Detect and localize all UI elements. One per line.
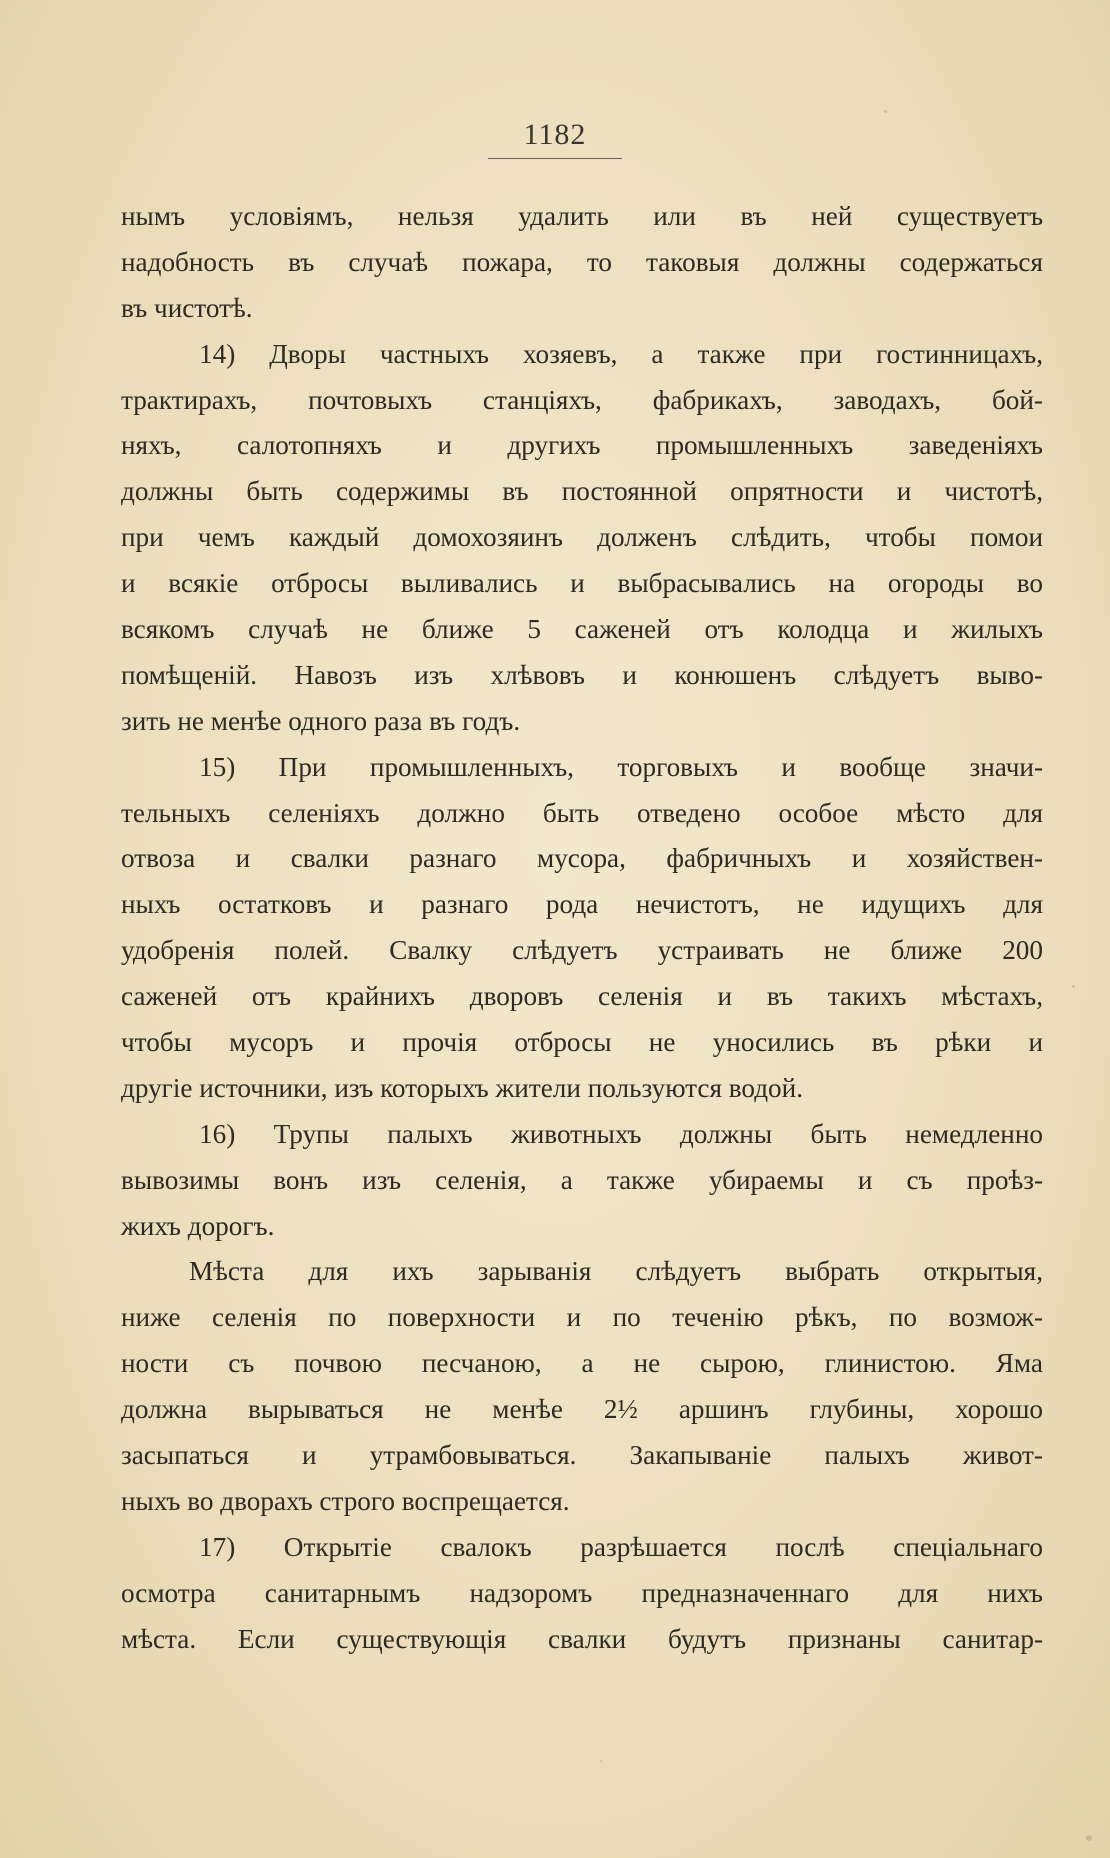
paragraph-17-start: 17) Открытіе свалокъ разрѣшается послѣ спеціальнаго (199, 1531, 1043, 1562)
text-line: должна вырываться не менѣе 2½ аршинъ глубины, хорошо (121, 1394, 1043, 1425)
text-line: трактирахъ, почтовыхъ станціяхъ, фабрикахъ, заводахъ, бой- (121, 384, 1043, 415)
paper-speck (600, 1760, 602, 1762)
text-line: ныхъ во дворахъ строго воспрещается. (121, 1485, 570, 1516)
text-line: и всякіе отбросы выливались и выбрасывались на огороды во (121, 568, 1043, 599)
text-line: отвоза и свалки разнаго мусора, фабричныхъ и хозяйствен- (121, 843, 1043, 874)
text-line: надобность въ случаѣ пожара, то таковыя должны содержаться (121, 246, 1043, 277)
paragraph-16b-start: Мѣста для ихъ зарыванія слѣдуетъ выбрать открытыя, (189, 1256, 1043, 1287)
text-line: саженей отъ крайнихъ дворовъ селенія и въ такихъ мѣстахъ, (121, 981, 1043, 1012)
text-line: мѣста. Если существующія свалки будутъ признаны санитар- (121, 1623, 1043, 1654)
page-number: 1182 (488, 118, 623, 159)
text-line: зить не менѣе одного раза въ годъ. (121, 705, 521, 736)
text-line: ныхъ остатковъ и разнаго рода нечистотъ, не идущихъ для (121, 889, 1043, 920)
paragraph-14-start: 14) Дворы частныхъ хозяевъ, а также при гостинницахъ, (199, 338, 1043, 369)
text-line: помѣщеній. Навозъ изъ хлѣвовъ и конюшенъ слѣдуетъ выво- (121, 659, 1043, 690)
page-header (0, 118, 1110, 159)
text-line: въ чистотѣ. (121, 292, 253, 323)
text-line: ности съ почвою песчаною, а не сырою, глинистою. Яма (121, 1348, 1043, 1379)
text-line: всякомъ случаѣ не ближе 5 саженей отъ колодца и жилыхъ (121, 614, 1043, 645)
paragraph-16-start: 16) Трупы палыхъ животныхъ должны быть немедленно (199, 1118, 1043, 1149)
paper-speck (884, 110, 887, 113)
paragraph-15-start: 15) При промышленныхъ, торговыхъ и вообще значи- (199, 751, 1043, 782)
body-text (121, 194, 1043, 1663)
text-line: тельныхъ селеніяхъ должно быть отведено особое мѣсто для (121, 797, 1043, 828)
text-line: при чемъ каждый домохозяинъ долженъ слѣдить, чтобы помои (121, 522, 1043, 553)
text-line: вывозимы вонъ изъ селенія, а также убираемы и съ проѣз- (121, 1164, 1043, 1195)
text-line: ниже селенія по поверхности и по теченію рѣкъ, по возмож- (121, 1302, 1043, 1333)
text-line: нымъ условіямъ, нельзя удалить или въ ней существуетъ (121, 201, 1043, 231)
paper-speck (1086, 1835, 1092, 1841)
text-line: жихъ дорогъ. (121, 1210, 275, 1241)
text-line: удобренія полей. Свалку слѣдуетъ устраивать не ближе 200 (121, 935, 1043, 966)
text-line: осмотра санитарнымъ надзоромъ предназначеннаго для нихъ (121, 1577, 1043, 1608)
text-line: чтобы мусоръ и прочія отбросы не уносились въ рѣки и (121, 1027, 1043, 1058)
text-line: должны быть содержимы въ постоянной опрятности и чистотѣ, (121, 476, 1043, 507)
text-line: засыпаться и утрамбовываться. Закапываніе палыхъ живот- (121, 1440, 1043, 1471)
text-line: няхъ, салотопняхъ и другихъ промышленныхъ заведеніяхъ (121, 430, 1043, 461)
paper-speck (1072, 985, 1075, 988)
text-line: другіе источники, изъ которыхъ жители пользуются водой. (121, 1072, 803, 1103)
